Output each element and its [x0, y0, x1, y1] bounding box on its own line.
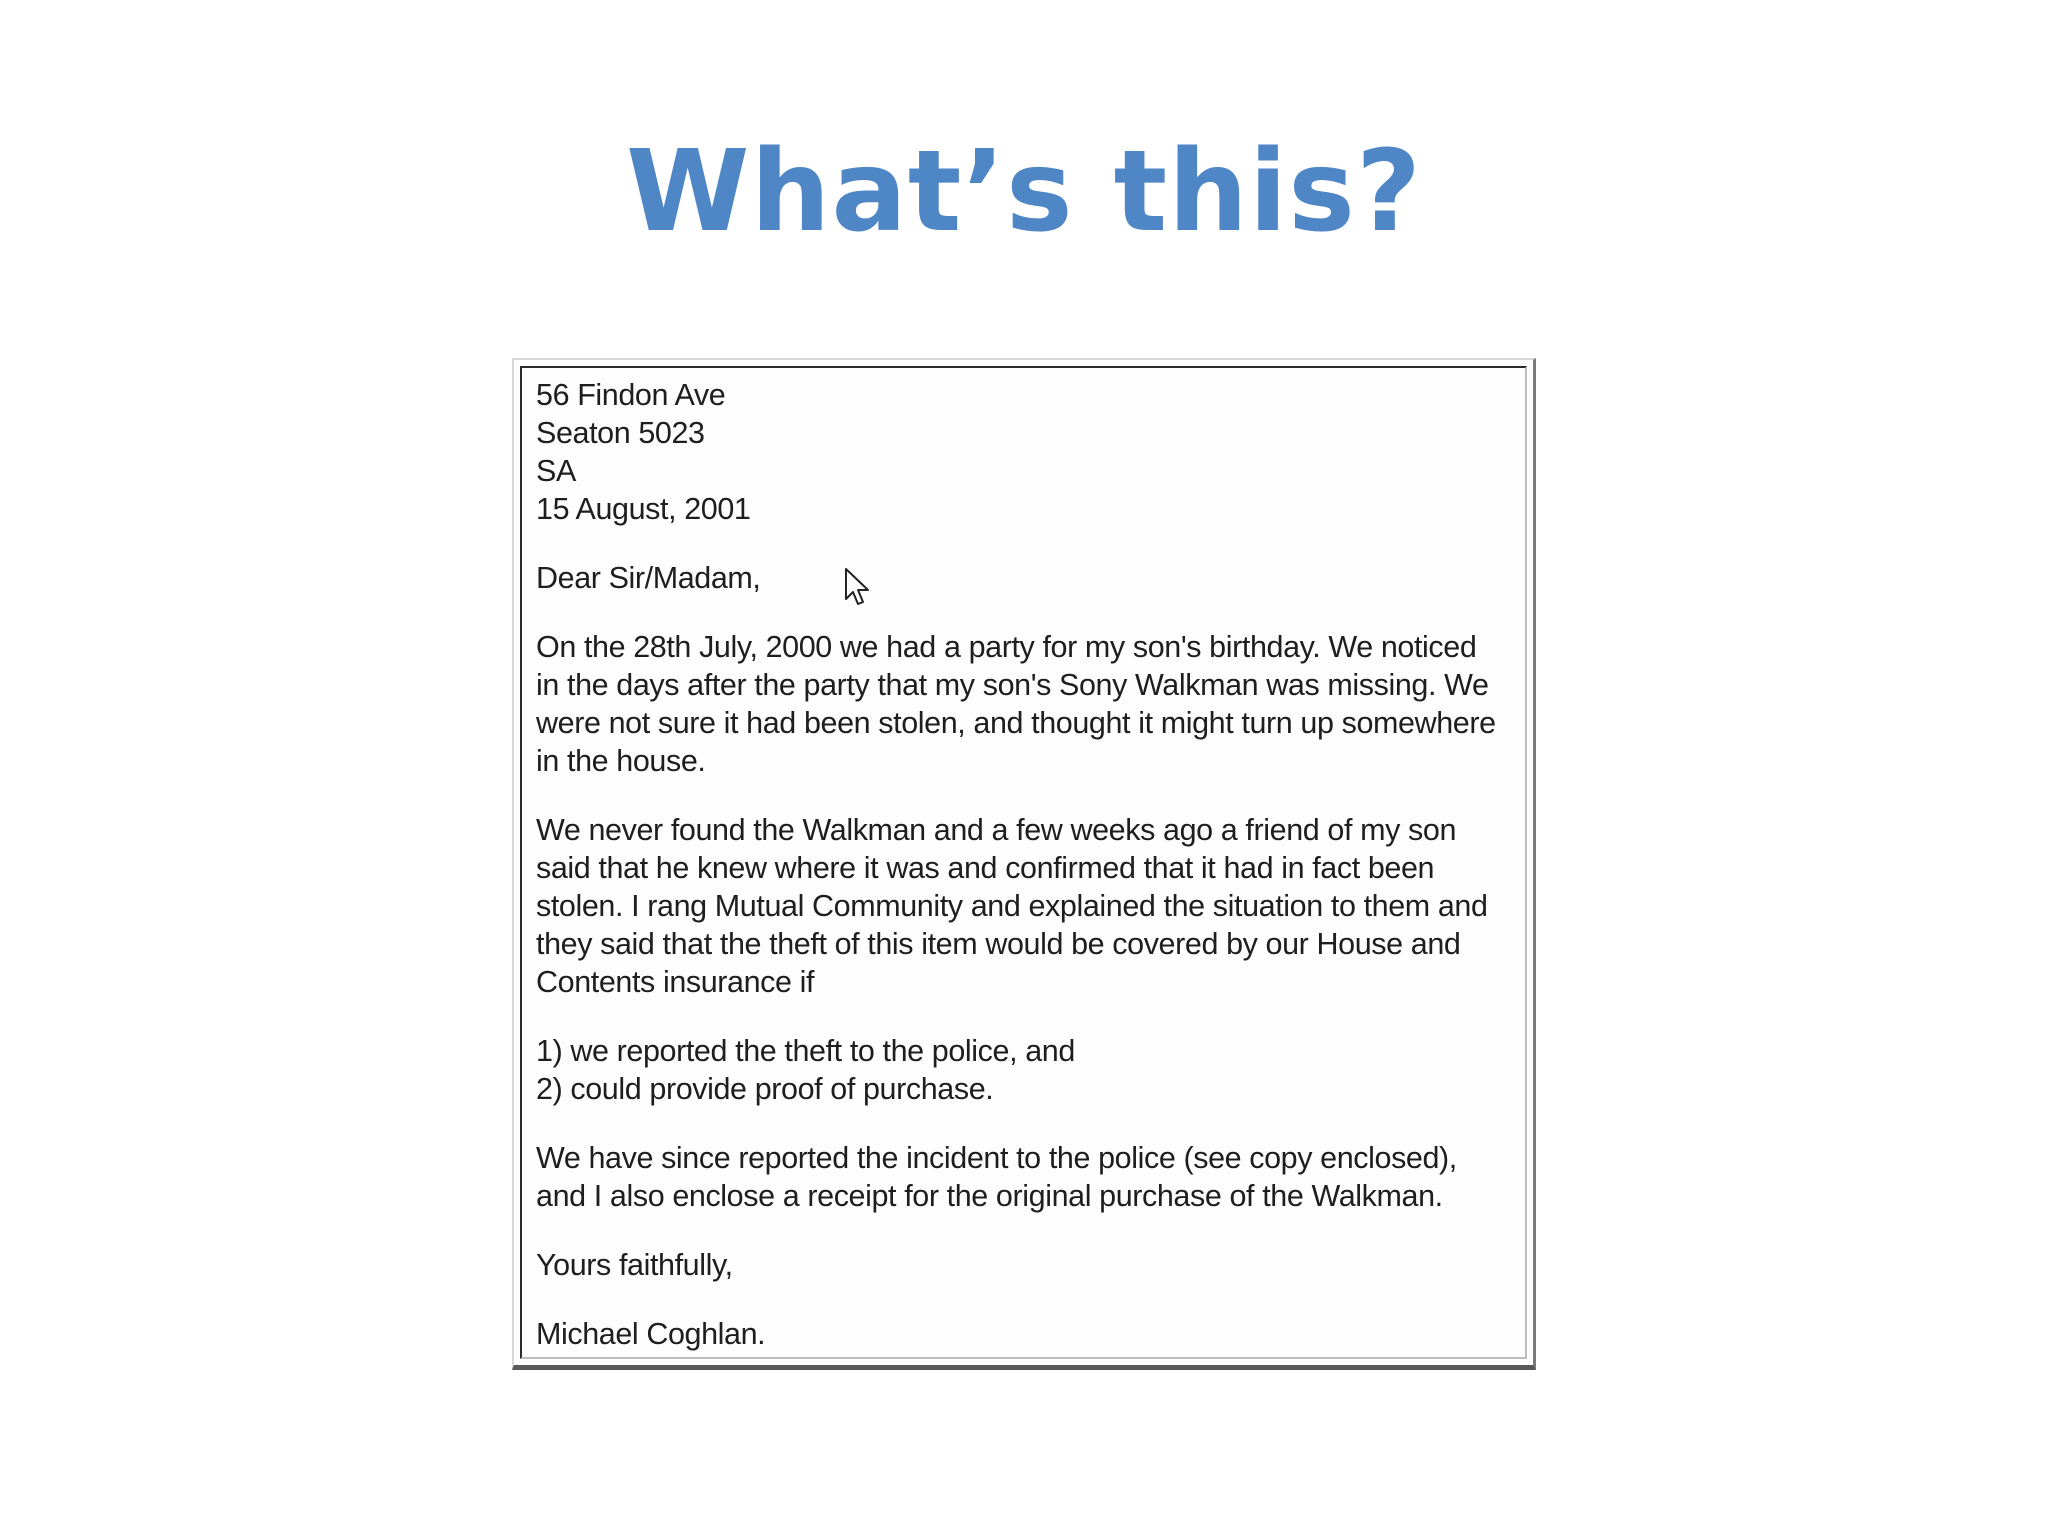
address-line: 56 Findon Ave: [536, 378, 726, 412]
paragraph-line: On the 28th July, 2000 we had a party for my son's birthday. We noticed: [536, 630, 1477, 664]
paragraph-line: in the days after the party that my son's Sony Walkman was missing. We: [536, 668, 1489, 702]
letter-image: [512, 358, 1536, 1370]
paragraph-line: they said that the theft of this item would be covered by our House and: [536, 927, 1461, 961]
address-line: SA: [536, 454, 576, 488]
paragraph-line: said that he knew where it was and confirmed that it had in fact been: [536, 851, 1435, 885]
condition-item: 1) we reported the theft to the police, and: [536, 1034, 1075, 1068]
salutation: Dear Sir/Madam,: [536, 561, 761, 595]
sender-address: [536, 376, 1517, 528]
paragraph-line: We have since reported the incident to the police (see copy enclosed),: [536, 1141, 1457, 1175]
signature: Michael Coghlan.: [536, 1317, 766, 1351]
letter-page: [520, 366, 1527, 1359]
address-line: Seaton 5023: [536, 416, 705, 450]
paragraph-line: in the house.: [536, 744, 706, 778]
paragraph-line: We never found the Walkman and a few weeks ago a friend of my son: [536, 813, 1457, 847]
condition-item: 2) could provide proof of purchase.: [536, 1072, 994, 1106]
paragraph-line: were not sure it had been stolen, and thought it might turn up somewhere: [536, 706, 1496, 740]
conditions-list: [536, 1032, 1517, 1108]
paragraph-1: [536, 628, 1517, 780]
letter-date: 15 August, 2001: [536, 492, 751, 526]
paragraph-3: [536, 1139, 1517, 1215]
paragraph-line: and I also enclose a receipt for the original purchase of the Walkman.: [536, 1179, 1443, 1213]
mouse-pointer-icon: [844, 567, 872, 607]
paragraph-line: Contents insurance if: [536, 965, 815, 999]
slide-title: What’s this?: [626, 127, 1422, 257]
letter-text: [536, 376, 1517, 1353]
paragraph-2: [536, 811, 1517, 1001]
paragraph-line: stolen. I rang Mutual Community and explained the situation to them and: [536, 889, 1488, 923]
closing: Yours faithfully,: [536, 1248, 733, 1282]
